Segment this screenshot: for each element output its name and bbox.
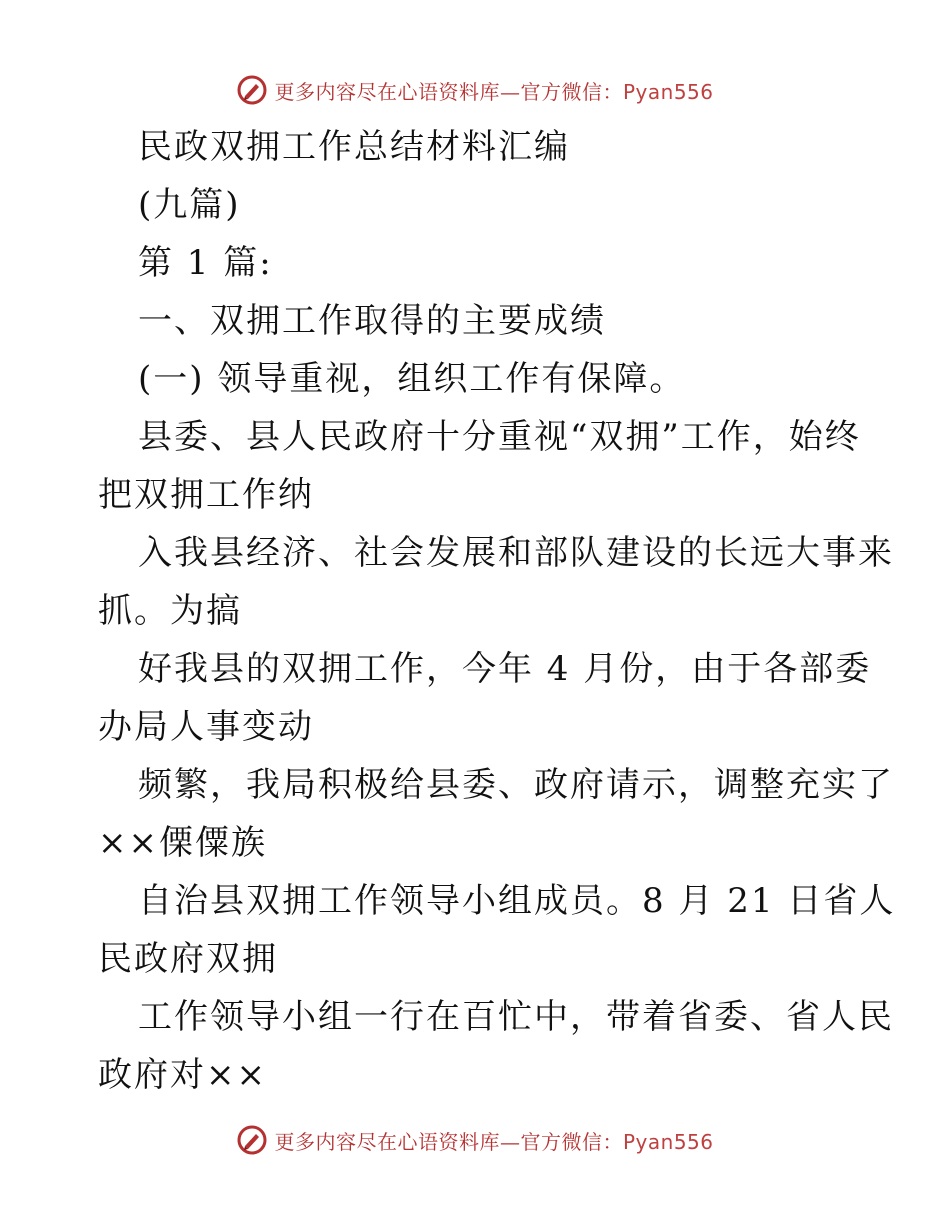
wechat-id: Pyan556 xyxy=(622,79,714,104)
body-paragraph: 工作领导小组一行在百忙中，带着省委、省人民 政府对×× xyxy=(98,997,894,1095)
watermark-text: 更多内容尽在心语资料库—官方微信：Pyan556 xyxy=(274,1129,714,1154)
wechat-id: Pyan556 xyxy=(622,1129,714,1154)
footer-watermark xyxy=(0,1120,950,1160)
body-paragraph: 县委、县人民政府十分重视“双拥”工作，始终 把双拥工作纳 xyxy=(98,417,861,515)
section-heading: 第 1 篇: xyxy=(138,243,273,283)
watermark-text: 更多内容尽在心语资料库—官方微信：Pyan556 xyxy=(274,79,714,104)
doc-subtitle: (九篇) xyxy=(138,185,241,225)
chapter-heading: 一、双拥工作取得的主要成绩 xyxy=(138,301,606,341)
sub-heading: (一) 领导重视，组织工作有保障。 xyxy=(138,359,686,399)
body-paragraph: 好我县的双拥工作，今年 4 月份，由于各部委 办局人事变动 xyxy=(98,649,872,747)
pen-logo-icon xyxy=(236,1124,268,1156)
document-body xyxy=(98,118,896,1104)
body-paragraph: 入我县经济、社会发展和部队建设的长远大事来 抓。为搞 xyxy=(98,533,894,631)
doc-title: 民政双拥工作总结材料汇编 xyxy=(138,127,570,167)
body-paragraph: 自治县双拥工作领导小组成员。8 月 21 日省人 民政府双拥 xyxy=(98,881,896,979)
body-paragraph: 频繁，我局积极给县委、政府请示，调整充实了 ××傈僳族 xyxy=(98,765,894,863)
header-watermark xyxy=(0,70,950,110)
pen-logo-icon xyxy=(236,74,268,106)
